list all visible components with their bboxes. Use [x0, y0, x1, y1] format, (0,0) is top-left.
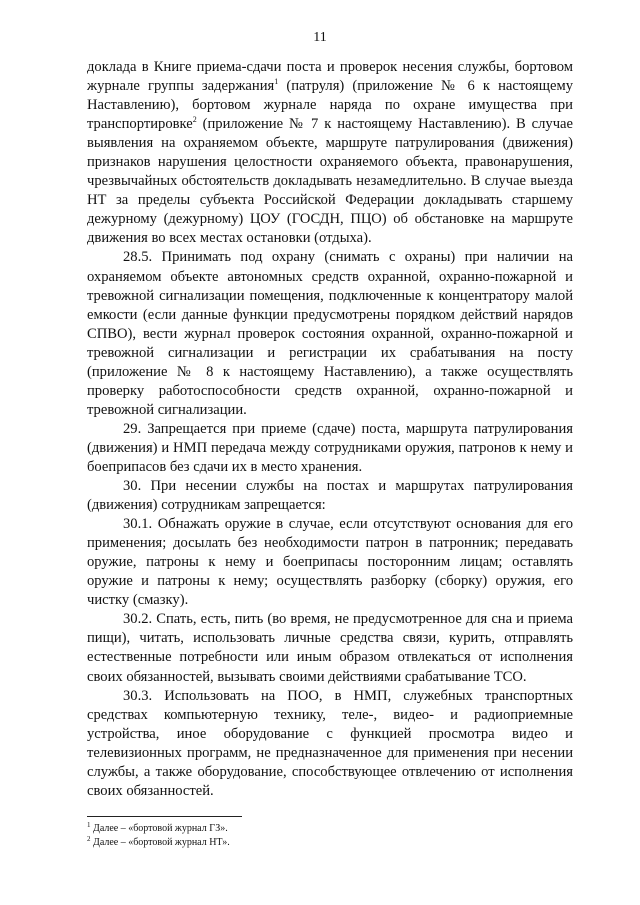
footnote-ref: 1: [274, 77, 279, 87]
footnote-ref: 2: [192, 115, 197, 125]
footnote-text: Далее – «бортовой журнал НТ».: [90, 837, 230, 848]
paragraph-p-28-5: [87, 248, 573, 419]
paragraph-text: (приложение № 7 к настоящему Наставлению). В случае выявления на охраняемом объекте, маршруте патрулирования (движения) признаков нарушения целостности охраняемого объекта, правонарушения, чрезвычайных обстоятельств докладывать незамедлительно. В случае выезда НТ за пределы субъекта Российской Федерации докладывать старшему дежурному (дежурному) ЦОУ (ГОСДН, ПЦО) об обстановке на маршруте движения во всех местах остановки (отдыха).: [87, 116, 573, 247]
footnote-mark: 2: [87, 835, 91, 843]
paragraph-text: 28.5. Принимать под охрану (снимать с охраны) при наличии на охраняемом объекте автономных средств охранной, охранно-пожарной и тревожной сигнализации помещения, подключенные к концентратору малой емкости (если данные функции предусмотрены порядком действий нарядов СПВО), вести журнал проверок состояния охранной, охранно-пожарной и тревожной сигнализации и регистрации их срабатывания на посту (приложение № 8 к настоящему Наставлению), а также осуществлять проверку работоспособности средств охранной, охранно-пожарной и тревожной сигнализации.: [87, 249, 573, 418]
paragraph-text: 30.1. Обнажать оружие в случае, если отсутствуют основания для его применения; досылать без необходимости патрон в патронник; передавать оружие, патроны к нему и боеприпасы посторонним лицам; оставлять оружие и патроны к нему; осуществлять разборку (сборку) оружия, его чистку (смазку).: [87, 516, 573, 609]
footnote-mark: 1: [87, 821, 91, 829]
paragraph-text: (патруля) (приложение № 6 к настоящему Наставлению), бортовом журнале наряда по охране имущества при транспортировке: [87, 78, 574, 133]
footnote-text: Далее – «бортовой журнал ГЗ».: [90, 823, 228, 834]
paragraph-text: доклада в Книге приема-сдачи поста и проверок несения службы, бортовом журнале группы задержания: [87, 59, 573, 95]
footnotes: [87, 822, 387, 850]
footnote-1: [87, 822, 387, 836]
paragraph-p-30-2: [87, 610, 573, 686]
paragraph-p-continuation: [87, 58, 573, 248]
paragraph-text: 30. При несении службы на постах и маршрутах патрулирования (движения) сотрудникам запрещается:: [87, 478, 573, 514]
body-text: [87, 58, 573, 801]
paragraph-p-30-1: [87, 515, 573, 610]
paragraph-p-29: [87, 420, 573, 477]
paragraph-p-30-3: [87, 687, 573, 801]
page-number: 11: [313, 30, 327, 45]
footnote-separator: [87, 816, 242, 817]
paragraph-text: 29. Запрещается при приеме (сдаче) поста, маршрута патрулирования (движения) и НМП передача между сотрудниками оружия, патронов к нему и боеприпасов без сдачи их в место хранения.: [87, 420, 573, 475]
paragraph-text: 30.2. Спать, есть, пить (во время, не предусмотренное для сна и приема пищи), читать, использовать личные средства связи, курить, отправлять естественные потребности или иным образом отвлекаться от исполнения своих обязанностей, вызывать своими действиями срабатывание ТСО.: [87, 611, 573, 685]
paragraph-p-30: [87, 477, 573, 515]
footnote-2: [87, 836, 387, 850]
paragraph-text: 30.3. Использовать на ПОО, в НМП, служебных транспортных средствах компьютерную технику, теле-, видео- и радиоприемные устройства, иное оборудование с функцией просмотра видео и телевизионных программ, не предназначенное для применения при несении службы, а также оборудование, способствующее отвлечению от исполнения своих обязанностей.: [87, 687, 573, 799]
